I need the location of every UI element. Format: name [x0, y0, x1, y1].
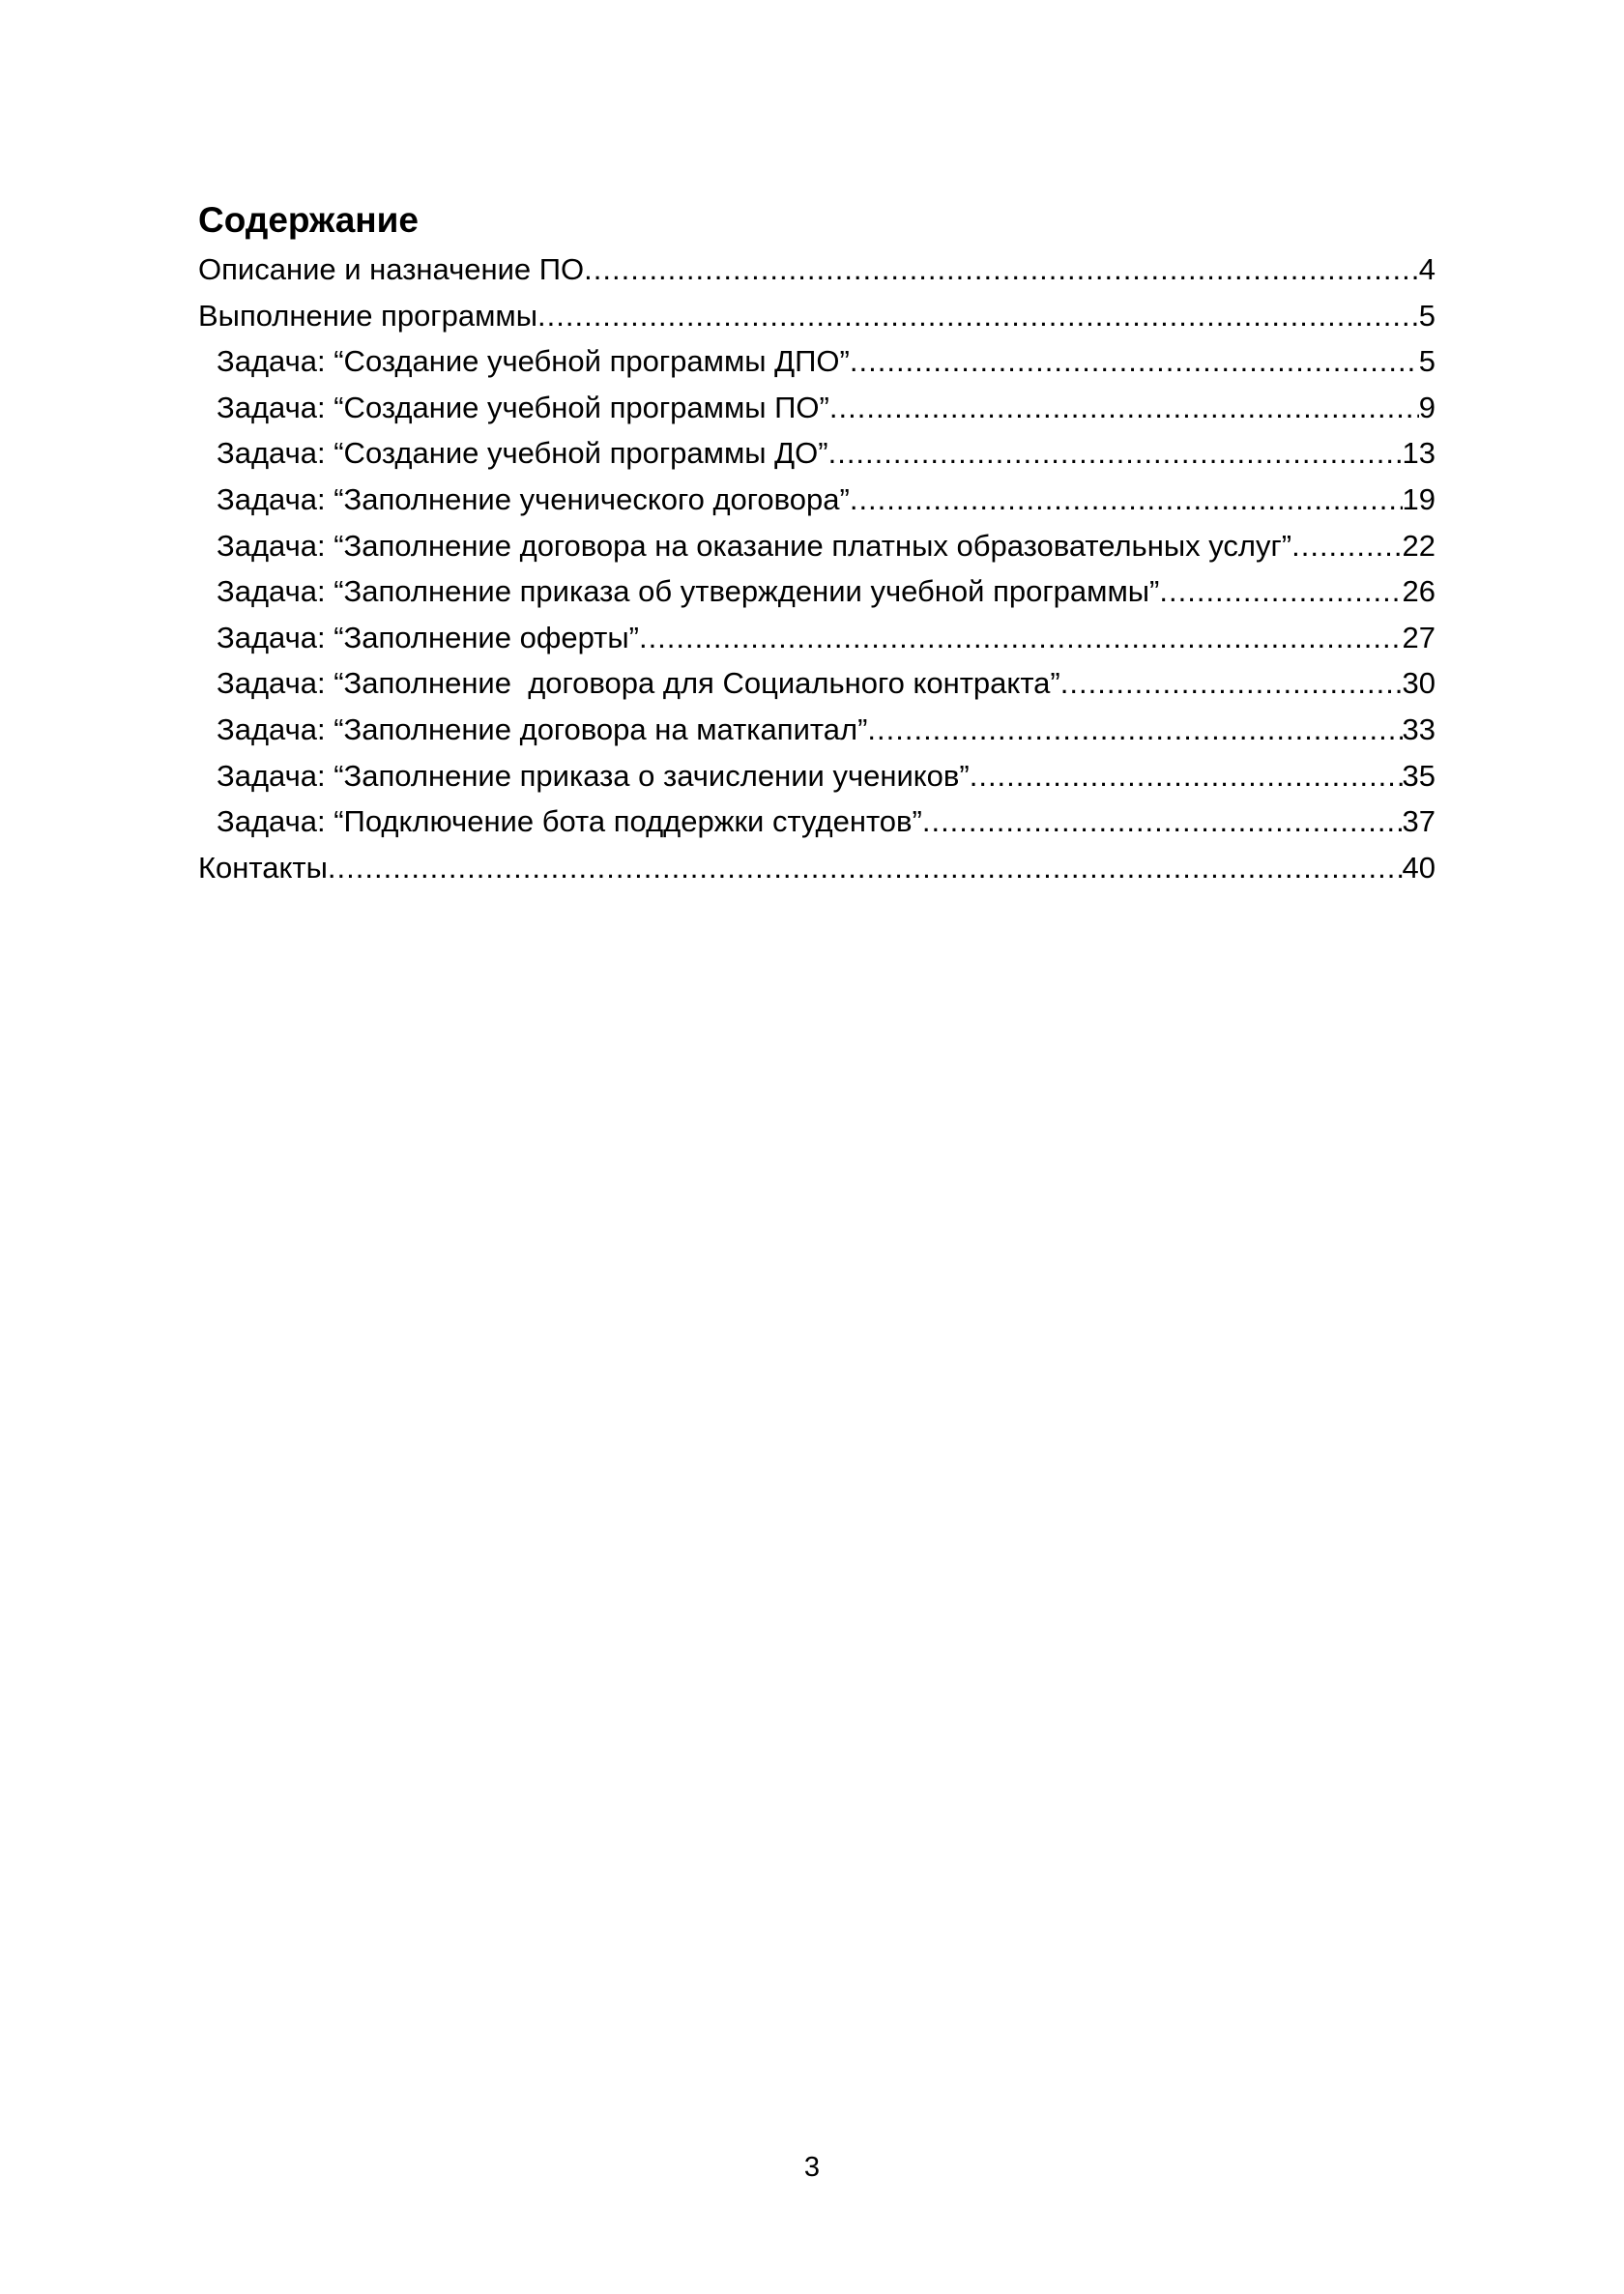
toc-entry-text: Задача: “Заполнение договора на оказание платных образовательных услуг”	[217, 528, 1292, 563]
toc-entry-text: Выполнение программы	[198, 298, 538, 333]
toc-dot-leader	[829, 385, 1419, 431]
toc-entry-text: Задача: “Заполнение оферты”	[217, 620, 639, 654]
toc-entry-text: Задача: “Заполнение договора на маткапитал”	[217, 711, 868, 746]
toc-title: Содержание	[198, 200, 419, 240]
toc-entry-page: 9	[1418, 390, 1436, 424]
toc-dot-leader	[922, 799, 1403, 845]
toc-entry[interactable]	[198, 523, 1436, 569]
toc-entry[interactable]	[198, 799, 1436, 845]
table-of-contents	[198, 247, 1436, 890]
toc-entry[interactable]	[198, 568, 1436, 615]
toc-entry-text: Описание и назначение ПО	[198, 252, 585, 286]
toc-entry-text: Задача: “Создание учебной программы ДПО”	[217, 344, 850, 379]
toc-dot-leader	[970, 753, 1403, 799]
toc-entry[interactable]	[198, 430, 1436, 477]
toc-entry[interactable]	[198, 293, 1436, 339]
toc-entry-page: 40	[1402, 850, 1436, 885]
toc-entry-page: 33	[1402, 711, 1436, 746]
toc-entry-text: Задача: “Создание учебной программы ПО”	[217, 390, 829, 424]
toc-dot-leader	[1159, 568, 1402, 615]
toc-entry-text: Задача: “Заполнение приказа об утверждении учебной программы”	[217, 574, 1160, 609]
toc-dot-leader	[828, 430, 1403, 477]
page-number: 3	[803, 2152, 821, 2183]
toc-entry-text: Задача: “Подключение бота поддержки студентов”	[217, 804, 922, 839]
toc-entry-text: Задача: “Заполнение договора для Социального контракта”	[217, 666, 1060, 701]
toc-dot-leader	[1060, 660, 1403, 707]
toc-entry[interactable]	[198, 477, 1436, 523]
toc-entry-page: 13	[1402, 436, 1436, 471]
toc-entry-page: 30	[1402, 666, 1436, 701]
toc-dot-leader	[639, 615, 1403, 661]
toc-entry-page: 4	[1418, 252, 1436, 286]
toc-entry[interactable]	[198, 615, 1436, 661]
toc-entry-page: 27	[1402, 620, 1436, 654]
toc-entry-page: 5	[1418, 344, 1436, 379]
toc-entry-page: 19	[1402, 481, 1436, 516]
toc-entry[interactable]	[198, 707, 1436, 753]
toc-entry-page: 5	[1418, 298, 1436, 333]
toc-entry[interactable]	[198, 338, 1436, 385]
toc-entry-page: 22	[1402, 528, 1436, 563]
toc-entry[interactable]	[198, 753, 1436, 799]
toc-entry-text: Задача: “Создание учебной программы ДО”	[217, 436, 828, 471]
toc-entry-text: Контакты	[198, 850, 328, 885]
toc-entry[interactable]	[198, 247, 1436, 293]
toc-entry[interactable]	[198, 660, 1436, 707]
toc-dot-leader	[537, 293, 1419, 339]
toc-entry[interactable]	[198, 385, 1436, 431]
toc-entry-page: 26	[1402, 574, 1436, 609]
toc-entry-page: 37	[1402, 804, 1436, 839]
toc-dot-leader	[1291, 523, 1402, 569]
toc-dot-leader	[850, 338, 1419, 385]
toc-entry[interactable]	[198, 845, 1436, 891]
toc-dot-leader	[584, 247, 1419, 293]
toc-dot-leader	[867, 707, 1402, 753]
toc-entry-page: 35	[1402, 758, 1436, 793]
toc-entry-text: Задача: “Заполнение ученического договора”	[217, 481, 850, 516]
toc-entry-text: Задача: “Заполнение приказа о зачислении учеников”	[217, 758, 970, 793]
toc-dot-leader	[850, 477, 1403, 523]
toc-dot-leader	[328, 845, 1403, 891]
